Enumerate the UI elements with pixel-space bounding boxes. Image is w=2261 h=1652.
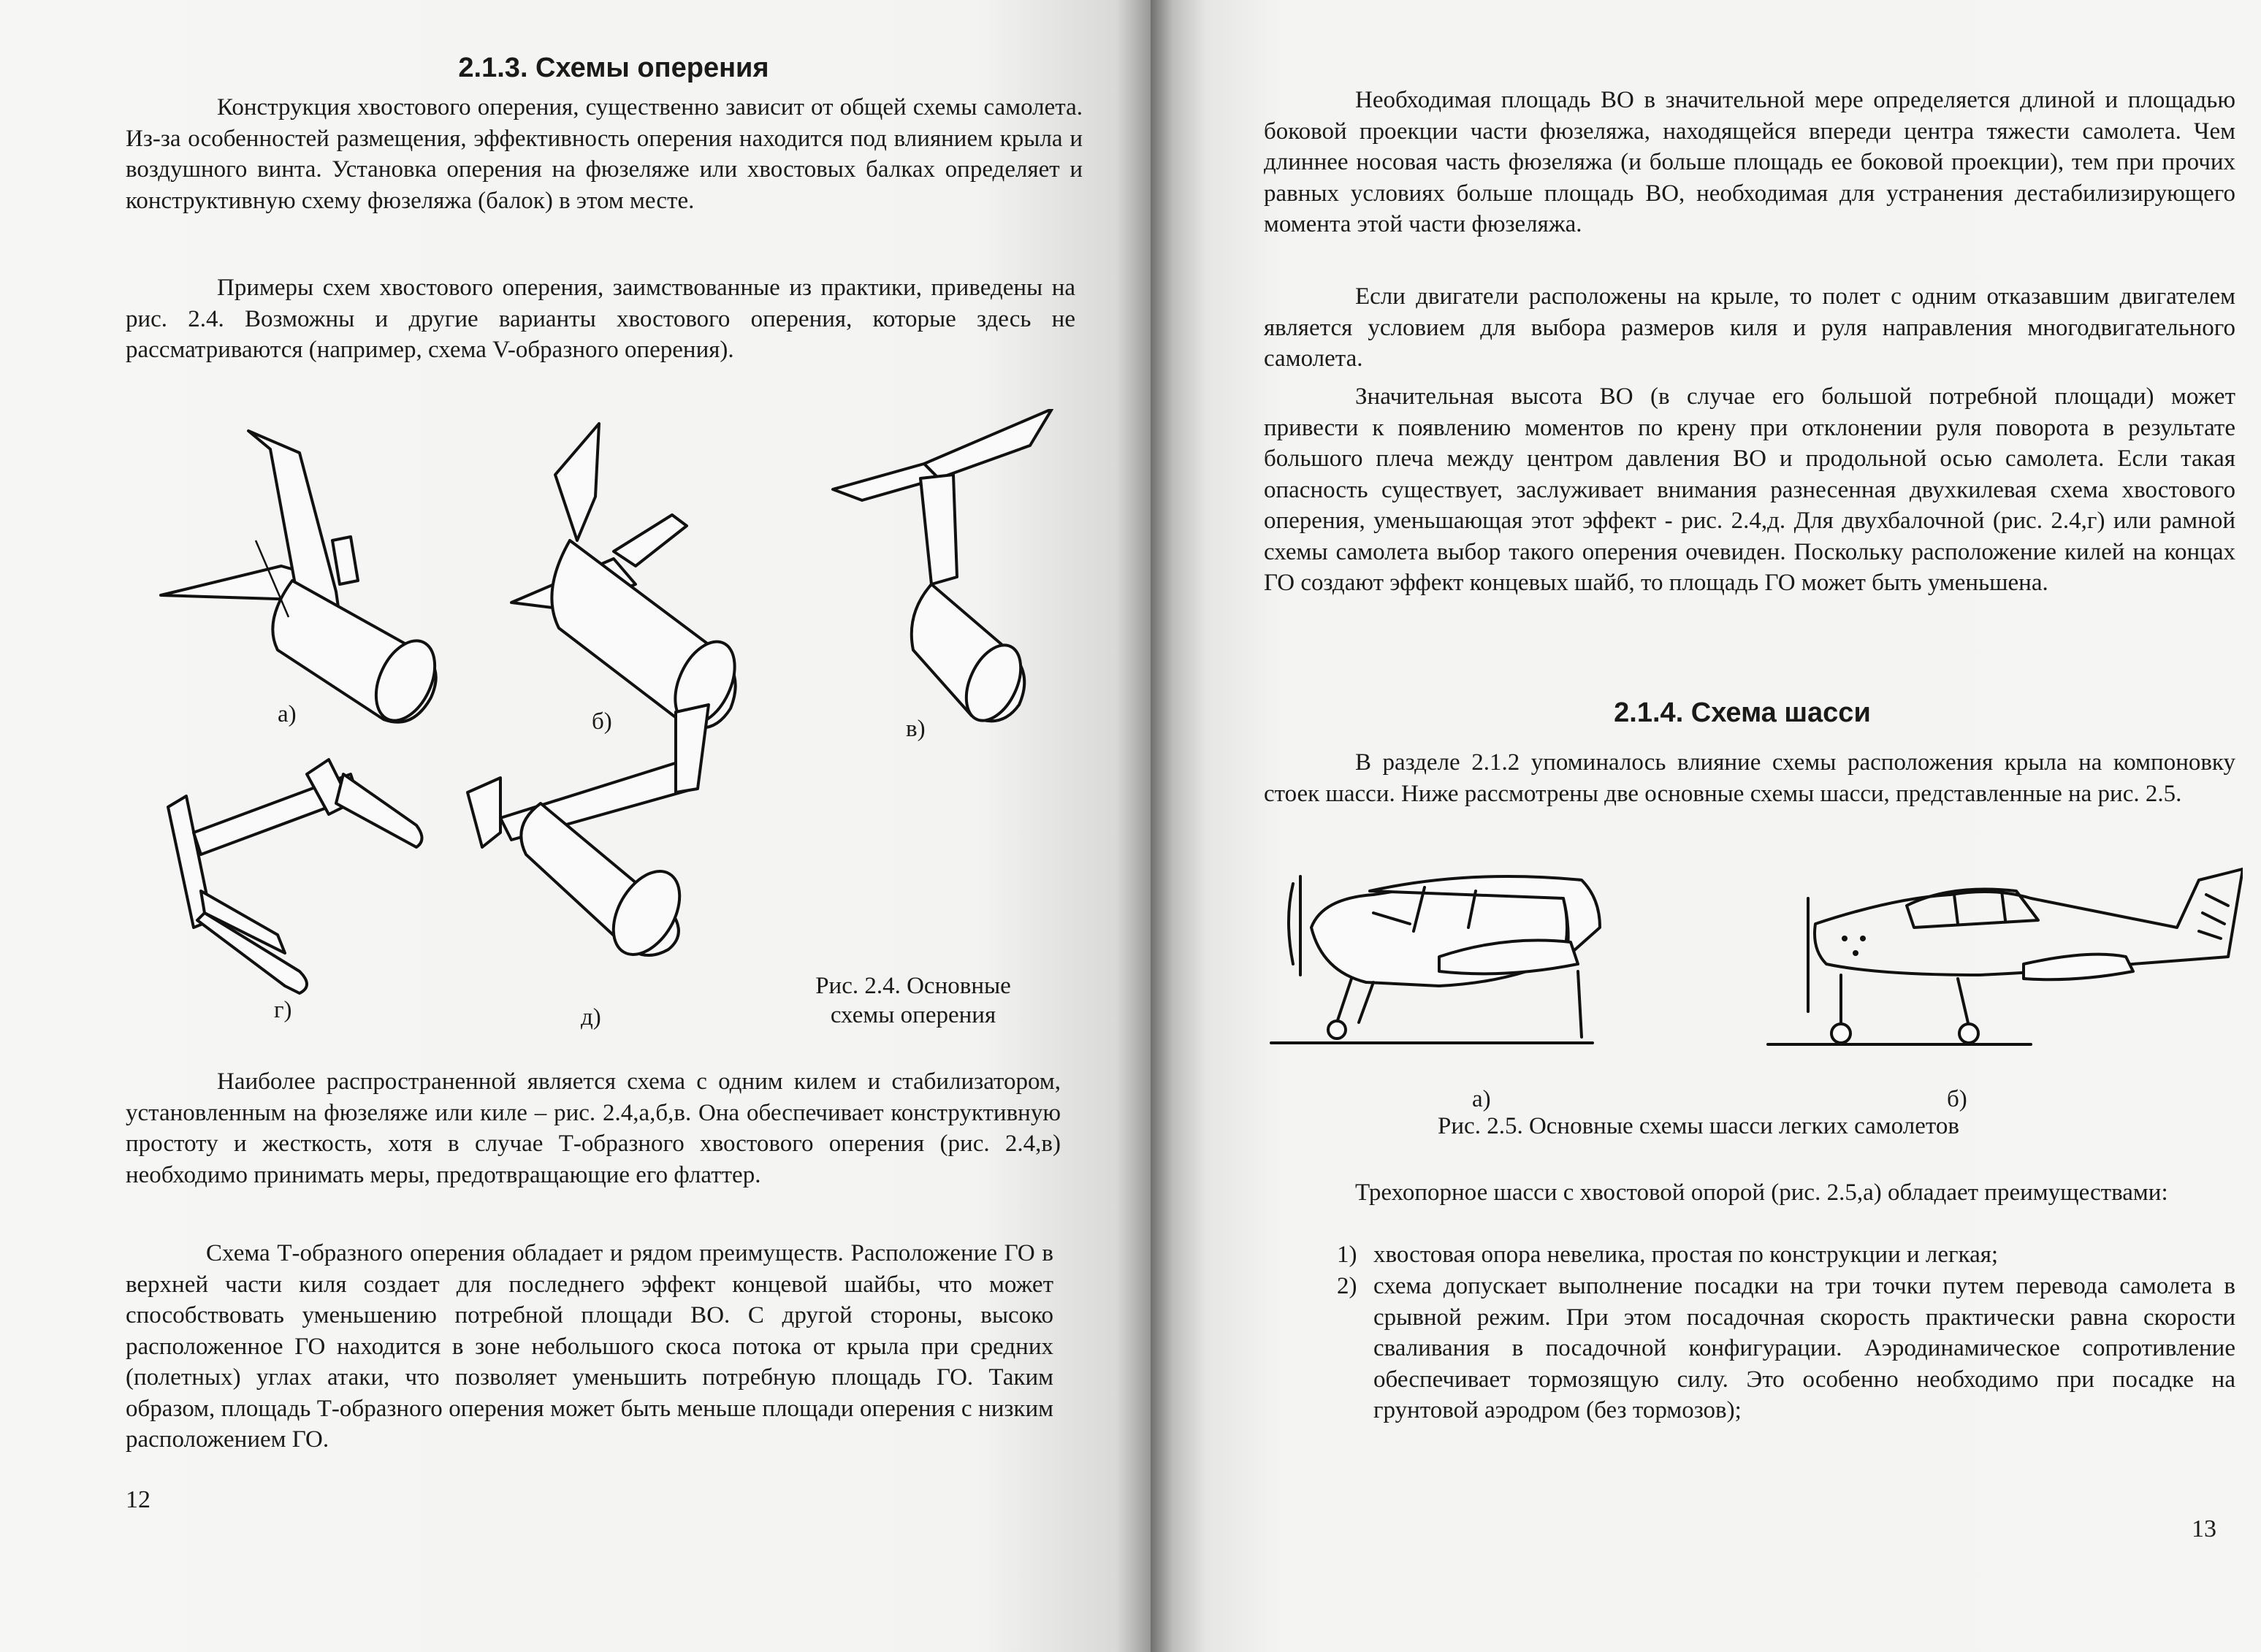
list-item-number: 1) xyxy=(1337,1242,1357,1268)
paragraph-text: Конструкция хвостового оперения, существенно зависит от общей схемы самолета. Из-за особенностей размещения, эффективность оперения находится под влиянием крыла и воздушного винта. Установка оперения на фюзеляже или хвостовых балках определяет и конструктивную схему фюзеляжа (балок) в этом месте. xyxy=(126,94,1083,214)
landing-gear-scheme-b-drawing xyxy=(1768,869,2243,1044)
section-heading-2-1-3: 2.1.3. Схемы оперения xyxy=(458,53,769,83)
paragraph-text: Схема Т-образного оперения обладает и рядом преимуществ. Расположение ГО в верхней части киля создает для последнего эффект концевой шайбы, что может способствовать уменьшению потребной площади ВО. С другой стороны, высоко расположенное ГО находится в зоне небольшого скоса потока от крыла при средних (полетных) углах атаки, что позволяет уменьшить потребную площадь ГО. Таким образом, площадь Т-образного оперения может быть меньше площади оперения с низким расположением ГО. xyxy=(126,1240,1053,1453)
list-item-text: хвостовая опора невелика, простая по конструкции и легкая; xyxy=(1373,1242,1999,1268)
paragraph xyxy=(1264,381,2235,599)
tail-scheme-a-drawing xyxy=(161,431,446,730)
caption-line: Рис. 2.4. Основные xyxy=(815,973,1011,999)
list-item xyxy=(1337,1239,2235,1271)
paragraph-text: Трехопорное шасси с хвостовой опорой (рис. 2.5,а) обладает преимуществами: xyxy=(1355,1179,2168,1206)
figure-label-b: б) xyxy=(1947,1086,1967,1112)
list-item-text: схема допускает выполнение посадки на три точки путем перевода самолета в срывной режим. При этом посадочная скорость практически равна скорости сваливания в посадочной конфигурации. Аэродинамическое сопротивление обеспечивает тормозящую силу. Это особенно необходимо при посадке на грунтовой аэродром (без тормозов); xyxy=(1373,1273,2235,1423)
paragraph xyxy=(126,1238,1053,1456)
list-item xyxy=(1337,1271,2235,1426)
list-item-number: 2) xyxy=(1337,1273,1357,1299)
figure-2-4-caption xyxy=(793,971,1034,1030)
figure-label-d: г) xyxy=(274,997,292,1023)
right-page xyxy=(1151,0,2261,1652)
paragraph xyxy=(126,92,1083,216)
landing-gear-scheme-a-drawing xyxy=(1271,876,1600,1043)
figure-2-5-landing-gear xyxy=(1257,854,2243,1074)
paragraph-text: Если двигатели расположены на крыле, то полет с одним отказавшим двигателем является условием для выбора размеров киля и руля направления многодвигательного самолета. xyxy=(1264,283,2235,372)
paragraph xyxy=(1264,1177,2235,1209)
paragraph xyxy=(126,272,1075,366)
figure-label-c: в) xyxy=(906,716,926,742)
paragraph-text: Примеры схем хвостового оперения, заимствованные из практики, приведены на рис. 2.4. Возможны и другие варианты хвостового оперения, которые здесь не рассматриваются (например, схема V-образного оперения). xyxy=(126,275,1075,363)
figure-label-a: а) xyxy=(278,701,297,727)
figure-label-a: а) xyxy=(1472,1086,1491,1112)
tail-scheme-c-drawing xyxy=(833,409,1052,729)
figure-label-e: д) xyxy=(581,1004,601,1030)
caption-line: схемы оперения xyxy=(830,1002,996,1028)
paragraph-text: В разделе 2.1.2 упоминалось влияние схемы расположения крыла на компоновку стоек шасси. Ниже рассмотрены две основные схемы шасси, представленные на рис. 2.5. xyxy=(1264,749,2235,807)
page-number-left: 12 xyxy=(126,1486,150,1513)
figure-label-b: б) xyxy=(592,708,612,735)
paragraph-text: Необходимая площадь ВО в значительной мере определяется длиной и площадью боковой проекции части фюзеляжа, находящейся впереди центра тяжести самолета. Чем длиннее носовая часть фюзеляжа (и больше площадь ее боковой проекции), тем при прочих равных условиях больше площадь ВО, необходимая для устранения дестабилизирующего момента этой части фюзеляжа. xyxy=(1264,87,2235,237)
paragraph-text: Наиболее распространенной является схема с одним килем и стабилизатором, установленным на фюзеляже или киле – рис. 2.4,а,б,в. Она обеспечивает конструктивную простоту и жесткость, хотя в случае Т-образного хвостового оперения (рис. 2.4,в) необходимо принимать меры, предотвращающие его флаттер. xyxy=(126,1068,1061,1188)
paragraph xyxy=(126,1066,1061,1190)
tail-scheme-d-drawing xyxy=(168,760,422,993)
page-number-right: 13 xyxy=(2192,1515,2216,1542)
tail-scheme-b-drawing xyxy=(511,424,747,733)
paragraph-text: Значительная высота ВО (в случае его большой потребной площади) может привести к появлению моментов по крену при отклонении руля поворота в результате большого плеча между центром давления ВО и продольной осью самолета. Если такая опасность существует, заслуживает внимания разнесенная двухкилевая схема хвостового оперения, уменьшающая этот эффект - рис. 2.4,д. Для двухбалочной (рис. 2.4,г) или рамной схемы самолета выбор такого оперения очевиден. Поскольку расположение килей на концах ГО создают эффект концевых шайб, то площадь ГО может быть уменьшена. xyxy=(1264,383,2235,596)
tail-scheme-e-drawing xyxy=(468,705,709,966)
paragraph xyxy=(1264,85,2235,240)
figure-2-5-caption: Рис. 2.5. Основные схемы шасси легких самолетов xyxy=(1438,1113,1959,1139)
paragraph xyxy=(1264,281,2235,375)
paragraph xyxy=(1264,747,2235,809)
section-heading-2-1-4: 2.1.4. Схема шасси xyxy=(1614,697,1871,728)
